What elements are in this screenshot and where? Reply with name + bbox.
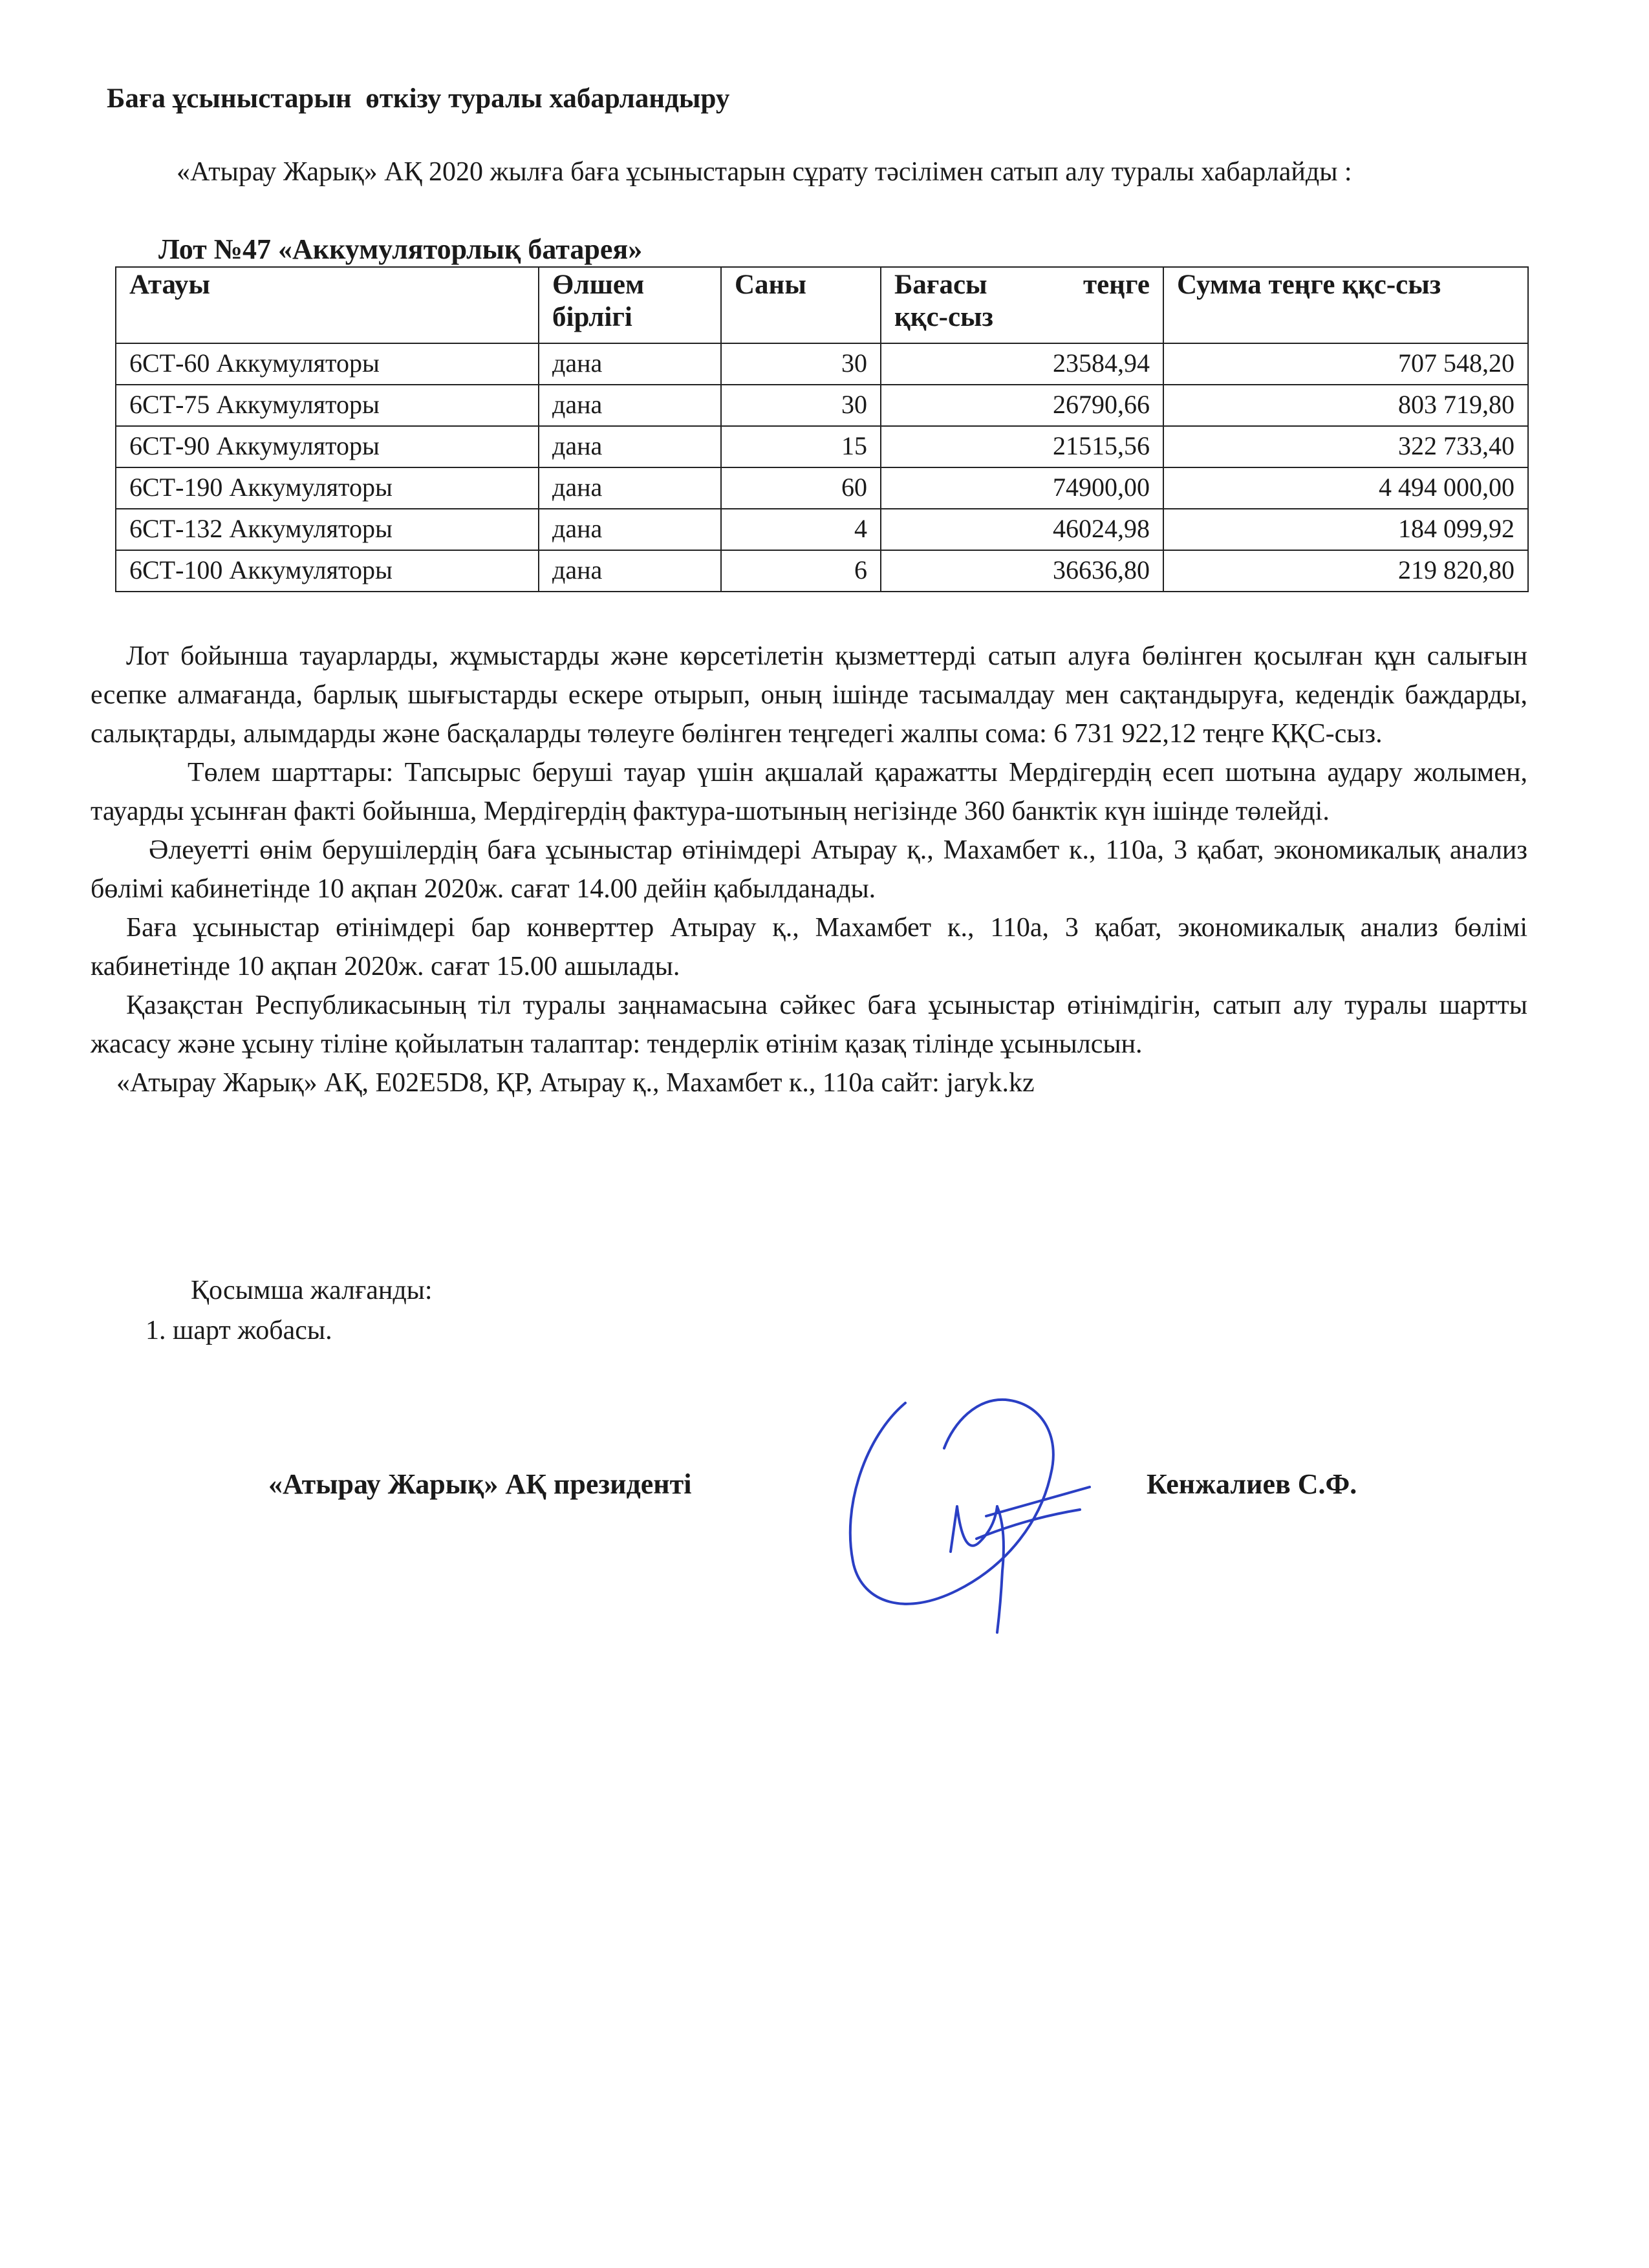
header-price-label: Бағасы — [894, 270, 987, 300]
cell-name: 6СТ-90 Аккумуляторы — [116, 426, 539, 467]
cell-price: 36636,80 — [881, 550, 1163, 592]
attachments-block — [146, 1270, 433, 1351]
opening-paragraph: Баға ұсыныстар өтінімдері бар конверттер Атырау қ., Махамбет к., 110а, 3 қабат, экономикалық анализ бөлімі кабинетінде 10 ақпан 2020ж. сағат 15.00 ашылады. — [91, 913, 1527, 981]
cell-sum: 803 719,80 — [1163, 385, 1528, 426]
cell-price: 26790,66 — [881, 385, 1163, 426]
cell-qty: 4 — [721, 509, 881, 550]
header-price — [881, 267, 1163, 343]
table-row — [116, 343, 1528, 385]
table-row — [116, 467, 1528, 509]
cell-price: 74900,00 — [881, 467, 1163, 509]
header-name: Атауы — [116, 267, 539, 343]
cell-unit: дана — [539, 509, 721, 550]
lot-title: Лот №47 «Аккумуляторлық батарея» — [158, 233, 643, 265]
header-price-currency: теңге — [1083, 270, 1150, 300]
total-amount-paragraph: Лот бойынша тауарларды, жұмыстарды және көрсетілетін қызметтерді сатып алуға бөлінген қосылған құн салығын есепке алмағанда, барлық шығыстарды ескере отырып, оның ішінде тасымалдау мен сақтандыруға, кедендік баждарды, салықтарды, алымдарды және басқаларды төлеуге бөлінген теңгедегі жалпы сома: 6 731 922,12 теңге ҚҚС-сыз. — [91, 641, 1527, 749]
language-paragraph: Қазақстан Республикасының тіл туралы заңнамасына сәйкес баға ұсыныстар өтінімдігін, сатып алу туралы шартты жасасу және ұсыну тіліне қойылатын талаптар: тендерлік өтінім қазақ тілінде ұсынылсын. — [91, 990, 1527, 1059]
cell-unit: дана — [539, 467, 721, 509]
cell-price: 46024,98 — [881, 509, 1163, 550]
cell-sum: 219 820,80 — [1163, 550, 1528, 592]
submission-paragraph: Әлеуетті өнім берушілердің баға ұсыныстар өтінімдері Атырау қ., Махамбет к., 110а, 3 қабат, экономикалық анализ бөлімі кабинетінде 10 ақпан 2020ж. сағат 14.00 дейін қабылданады. — [91, 835, 1527, 904]
cell-name: 6СТ-190 Аккумуляторы — [116, 467, 539, 509]
payment-terms-paragraph: Төлем шарттары: Тапсырыс беруші тауар үшін ақшалай қаражатты Мердігердің есеп шотына аудару жолымен, тауарды ұсынған факті бойынша, Мердігердің фактура-шотының негізінде 360 банктік күн ішінде төлейді. — [91, 758, 1527, 826]
header-unit: Өлшем бірлігі — [539, 267, 721, 343]
body-text — [91, 637, 1527, 1102]
cell-name: 6СТ-132 Аккумуляторы — [116, 509, 539, 550]
items-table — [115, 266, 1529, 592]
table-row — [116, 385, 1528, 426]
cell-price: 21515,56 — [881, 426, 1163, 467]
cell-unit: дана — [539, 385, 721, 426]
company-address: «Атырау Жарық» АҚ, Е02Е5D8, ҚР, Атырау қ., Махамбет к., 110а сайт: jaryk.kz — [116, 1068, 1035, 1098]
cell-unit: дана — [539, 343, 721, 385]
signatory-name: Кенжалиев С.Ф. — [1147, 1468, 1357, 1500]
attachments-heading: Қосымша жалғанды: — [191, 1276, 433, 1305]
cell-sum: 4 494 000,00 — [1163, 467, 1528, 509]
intro-paragraph: «Атырау Жарық» АҚ 2020 жылға баға ұсыныстарын сұрату тәсілімен сатып алу туралы хабарлайды : — [177, 157, 1352, 187]
table-row — [116, 426, 1528, 467]
cell-name: 6СТ-75 Аккумуляторы — [116, 385, 539, 426]
table-row — [116, 509, 1528, 550]
cell-sum: 184 099,92 — [1163, 509, 1528, 550]
cell-unit: дана — [539, 426, 721, 467]
table-header-row — [116, 267, 1528, 343]
attachment-item: 1. шарт жобасы. — [146, 1316, 332, 1345]
header-qty: Саны — [721, 267, 881, 343]
cell-name: 6СТ-100 Аккумуляторы — [116, 550, 539, 592]
header-price-vat: ққс-сыз — [894, 302, 993, 332]
cell-name: 6СТ-60 Аккумуляторы — [116, 343, 539, 385]
cell-qty: 30 — [721, 343, 881, 385]
cell-qty: 6 — [721, 550, 881, 592]
cell-qty: 60 — [721, 467, 881, 509]
document-title: Баға ұсыныстарын өткізу туралы хабарландыру — [107, 83, 730, 114]
table-row — [116, 550, 1528, 592]
cell-qty: 15 — [721, 426, 881, 467]
cell-unit: дана — [539, 550, 721, 592]
handwritten-signature — [828, 1377, 1112, 1649]
header-sum: Сумма теңге ққс-сыз — [1163, 267, 1528, 343]
signatory-role: «Атырау Жарық» АҚ президенті — [268, 1468, 692, 1500]
cell-price: 23584,94 — [881, 343, 1163, 385]
cell-sum: 322 733,40 — [1163, 426, 1528, 467]
cell-qty: 30 — [721, 385, 881, 426]
cell-sum: 707 548,20 — [1163, 343, 1528, 385]
